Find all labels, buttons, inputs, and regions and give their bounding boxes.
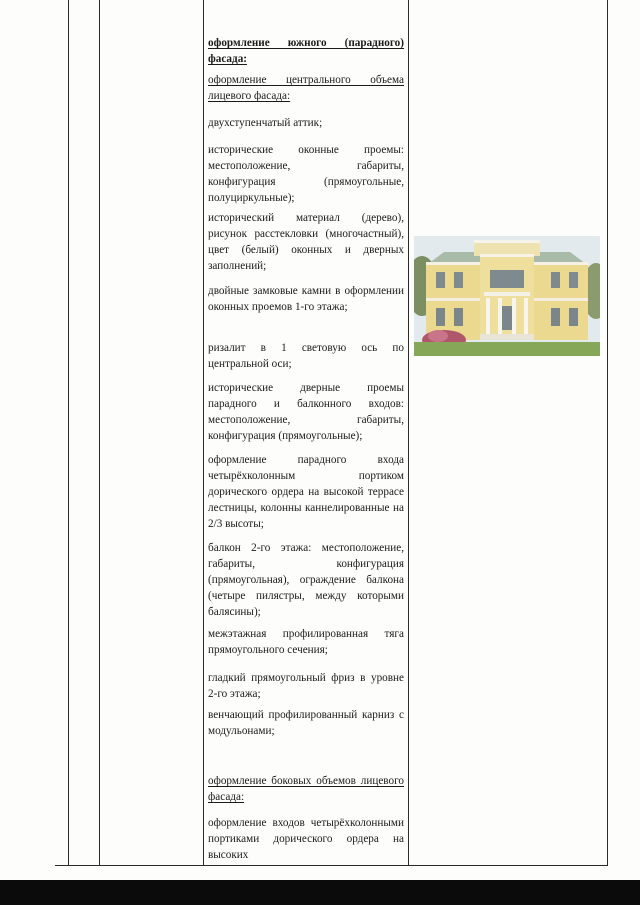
table-border-col3 <box>408 0 409 866</box>
list-item: межэтажная профилированная тяга прямоугольного сечения; <box>208 628 404 656</box>
list-item: венчающий профилированный карниз с модульонами; <box>208 709 404 737</box>
list-item: гладкий прямоугольный фриз в уровне 2-го этажа; <box>208 672 404 700</box>
table-border-left <box>68 0 69 866</box>
list-item: балкон 2-го этажа: местоположение, габариты, конфигурация (прямоугольная), ограждение балкона (четыре пилястры, между которыми балясины); <box>208 542 404 618</box>
list-item: оформление парадного входа четырёхколонным портиком дорического ордера на высокой террасе лестницы, колонны каннелированные на 2/3 высоты; <box>208 454 404 530</box>
list-item: двухступенчатый аттик; <box>208 117 323 129</box>
table-border-col1 <box>99 0 100 866</box>
heading-south-facade: оформление южного (парадного) фасада: <box>208 37 404 65</box>
table-bottom-rule <box>55 865 608 866</box>
list-item: оформление входов четырёхколонными портиками дорического ордера на высоких <box>208 817 404 861</box>
list-item: исторические оконные проемы: местоположение, габариты, конфигурация (прямоугольные, полуциркульные); <box>208 144 404 204</box>
manor-house-photo <box>414 236 600 356</box>
manor-house-illustration <box>414 236 600 356</box>
list-item: ризалит в 1 световую ось по центральной оси; <box>208 342 404 370</box>
list-item: исторический материал (дерево), рисунок расстекловки (многочастный), цвет (белый) оконных и дверных заполнений; <box>208 212 404 272</box>
subheading-side-volumes: оформление боковых объемов лицевого фасада: <box>208 775 404 803</box>
subheading-central-volume: оформление центрального объема лицевого фасада: <box>208 74 404 102</box>
list-item: исторические дверные проемы парадного и балконного входов: местоположение, габариты, конфигурация (прямоугольные); <box>208 382 404 442</box>
scan-bottom-border <box>0 880 640 905</box>
table-border-right <box>607 0 608 866</box>
list-item: двойные замковые камни в оформлении оконных проемов 1-го этажа; <box>208 285 404 313</box>
table-border-col2 <box>203 0 204 866</box>
